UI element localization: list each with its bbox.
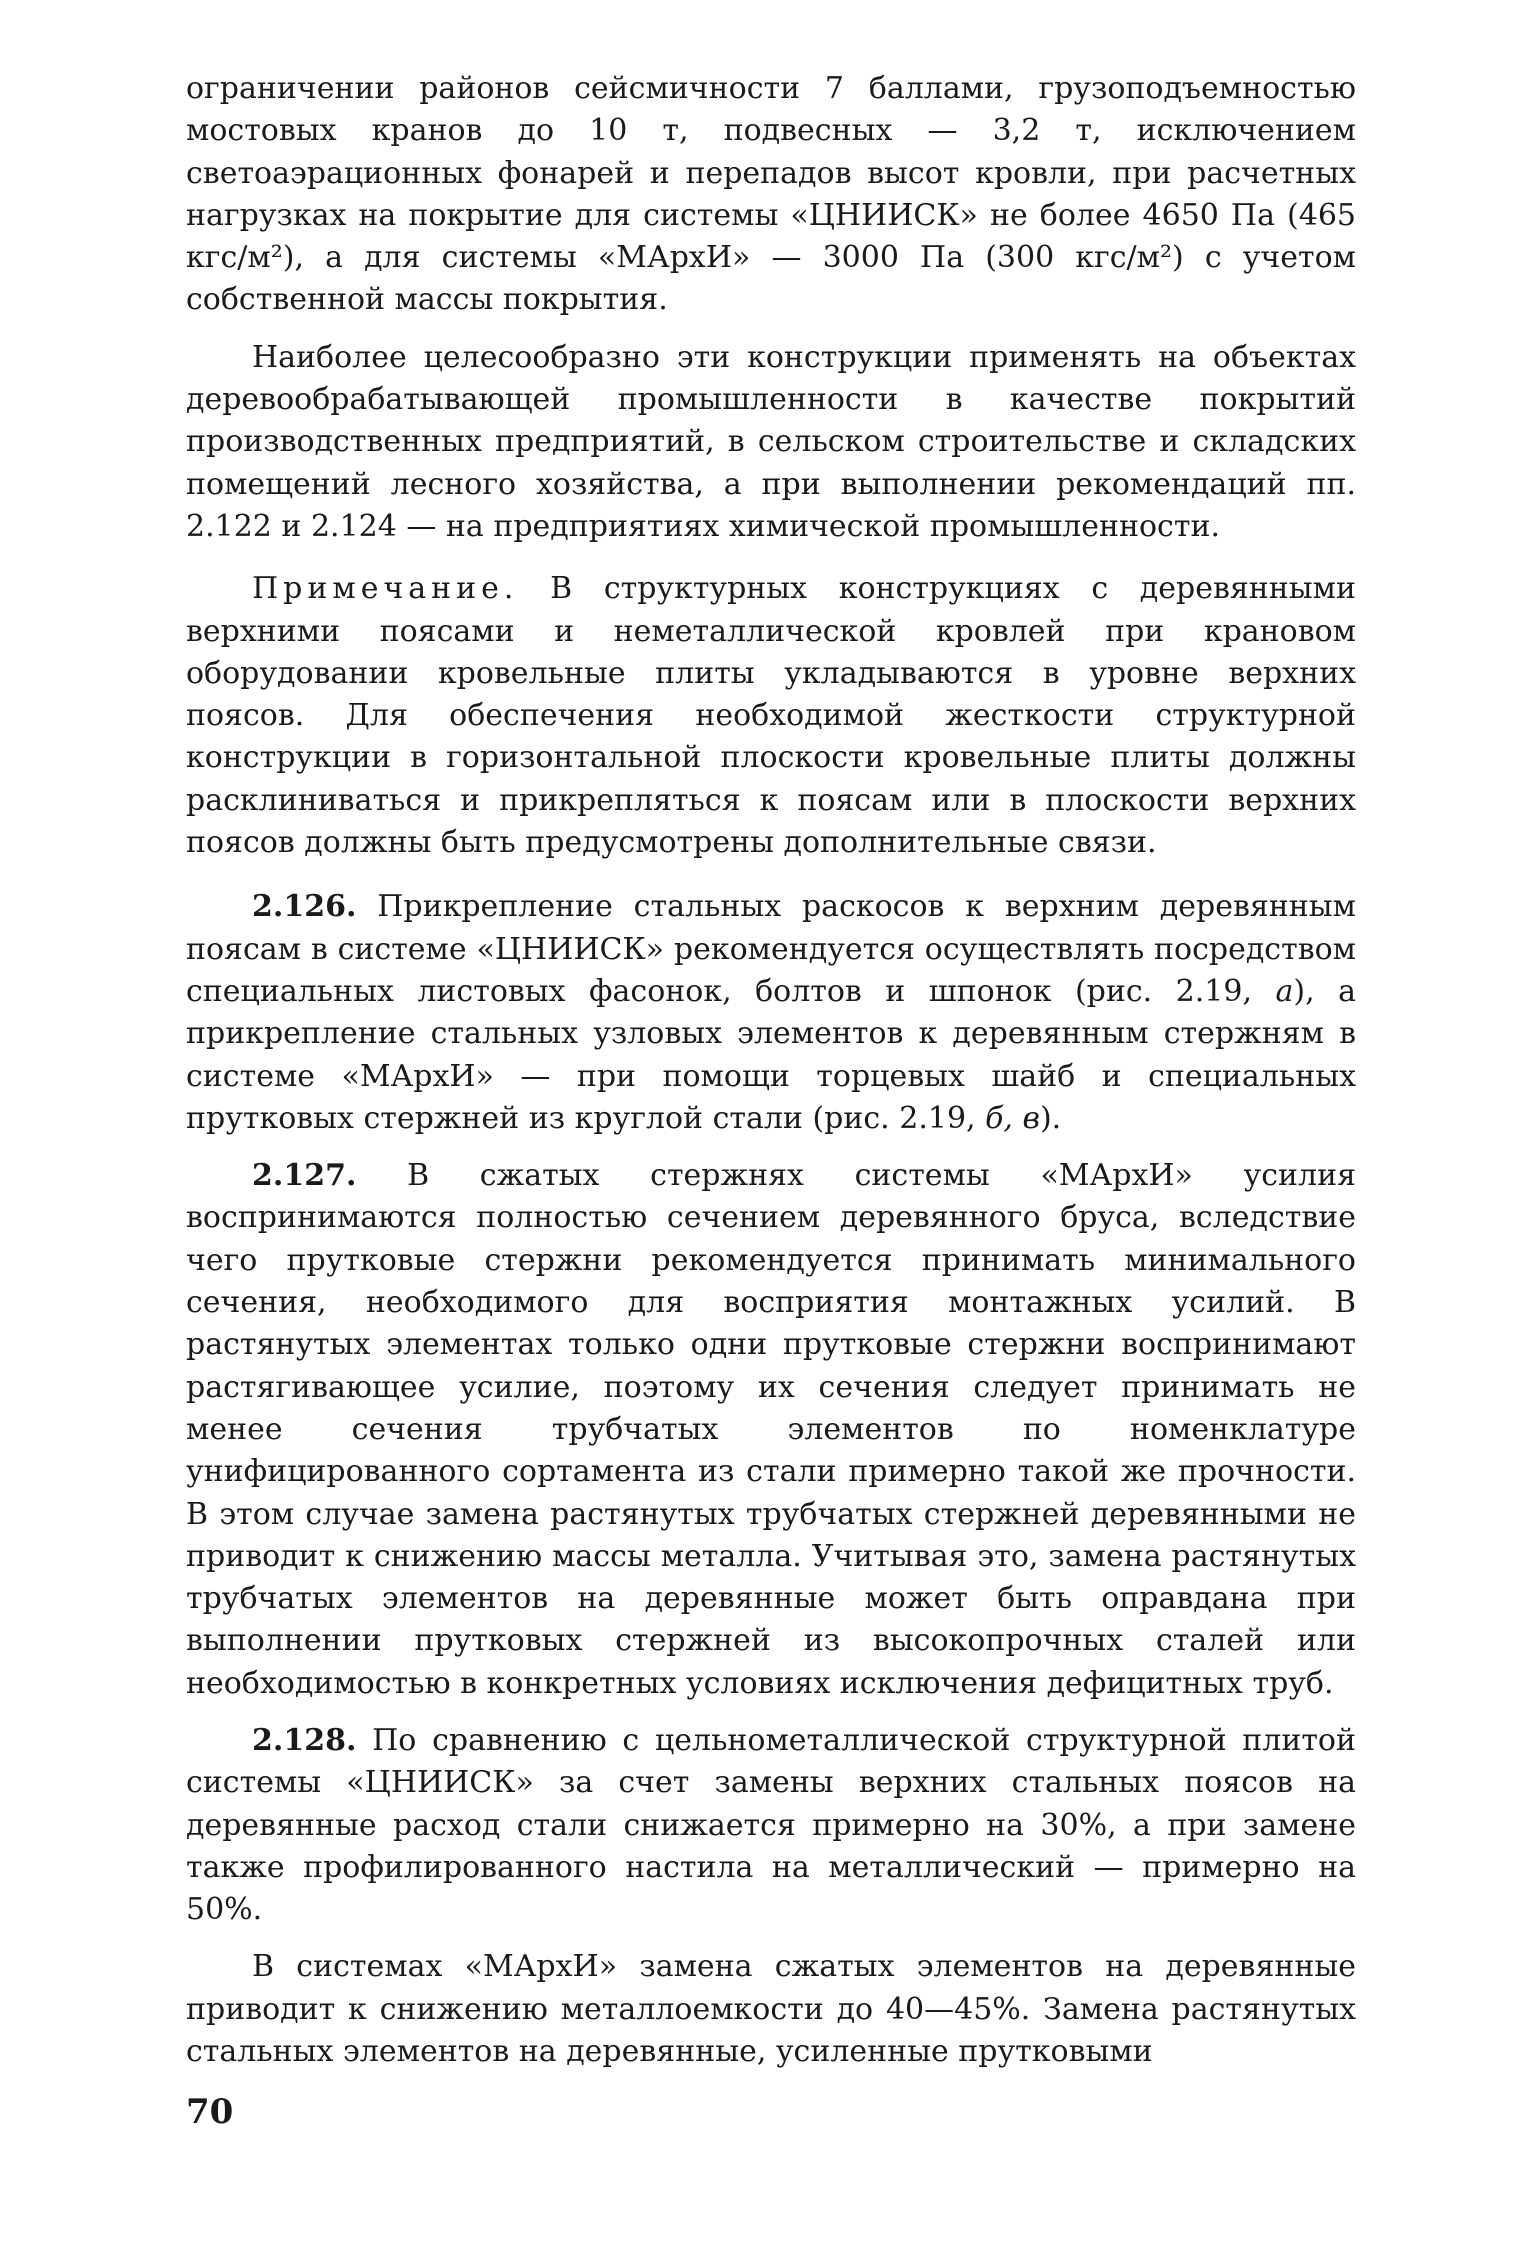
paragraph-marhi: В системах «МАрхИ» замена сжатых элементов на деревянные приводит к снижению металлоемкости до 40—45%. Замена растянутых стальных элементов на деревянные, усиленные прутковыми — [186, 1949, 1356, 2070]
section-number: 2.126. — [252, 889, 357, 925]
section-text: ). — [1039, 1100, 1062, 1136]
section-text: В сжатых стержнях системы «МАрхИ» усилия воспринимаются полностью сечением деревянного бруса, вследствие чего прутковые стержни рекомендуется принимать минимального сечения, необходимого для восприятия монтажных усилий. В растянутых элементах только одни прутковые стержни воспринимают растягивающее усилие, поэтому их сечения следует принимать не менее сечения трубчатых элементов по номенклатуре унифицированного сортамента из стали примерно такой же прочности. В этом случае замена растянутых трубчатых стержней деревянными не приводит к снижению массы металла. Учитывая это, замена растянутых трубчатых элементов на деревянные может быть оправдана при выполнении прутковых стержней из высокопрочных сталей или необходимостью в конкретных условиях исключения дефицитных труб. — [186, 1158, 1356, 1701]
section-number: 2.127. — [252, 1158, 357, 1194]
figure-ref-bv: б, в — [985, 1100, 1040, 1136]
section-number: 2.128. — [252, 1722, 357, 1758]
section-text: ), а прикрепление стальных узловых элементов к деревянным стержням в системе «МАрхИ» — при помощи торцевых шайб и специальных прутковых стержней из круглой стали (рис. 2.19, — [186, 973, 1356, 1136]
page-number: 70 — [186, 2092, 234, 2132]
body-text — [186, 68, 1356, 2073]
figure-ref-a: а — [1275, 973, 1294, 1009]
section-text: По сравнению с цельнометаллической структурной плитой системы «ЦНИИСК» за счет замены верхних стальных поясов на деревянные расход стали снижается примерно на 30%, а при замене также профилированного настила на металлический — примерно на 50%. — [186, 1722, 1356, 1928]
section-2-128 — [186, 1720, 1356, 1931]
paragraph-application: Наиболее целесообразно эти конструкции применять на объектах деревообрабатывающей промышленности в качестве покрытий производственных предприятий, в сельском строительстве и складских помещений лесного хозяйства, а при выполнении рекомендаций пп. 2.122 и 2.124 — на предприятиях химической промышленности. — [186, 339, 1356, 544]
section-2-127 — [186, 1155, 1356, 1705]
section-2-126 — [186, 886, 1356, 1140]
paragraph-continuation: ограничении районов сейсмичности 7 баллами, грузоподъемностью мостовых кранов до 10 т, подвесных — 3,2 т, исключением светоаэрационных фонарей и перепадов высот кровли, при расчетных нагрузках на покрытие для системы «ЦНИИСК» не более 4650 Па (465 кгс/м²), а для системы «МАрхИ» — 3000 Па (300 кгс/м²) с учетом собственной массы покрытия. — [186, 71, 1356, 318]
section-text: Прикрепление стальных раскосов к верхним деревянным поясам в системе «ЦНИИСК» рекомендуется осуществлять посредством специальных листовых фасонок, болтов и шпонок (рис. 2.19, — [186, 889, 1356, 1009]
note-text: В структурных конструкциях с деревянными верхними поясами и неметаллической кровлей при крановом оборудовании кровельные плиты укладываются в уровне верхних поясов. Для обеспечения необходимой жесткости структурной конструкции в горизонтальной плоскости кровельные плиты должны расклиниваться и прикрепляться к поясам или в плоскости верхних поясов должны быть предусмотрены дополнительные связи. — [186, 571, 1356, 861]
note-paragraph — [186, 568, 1356, 864]
note-label: Примечание. — [252, 571, 519, 607]
